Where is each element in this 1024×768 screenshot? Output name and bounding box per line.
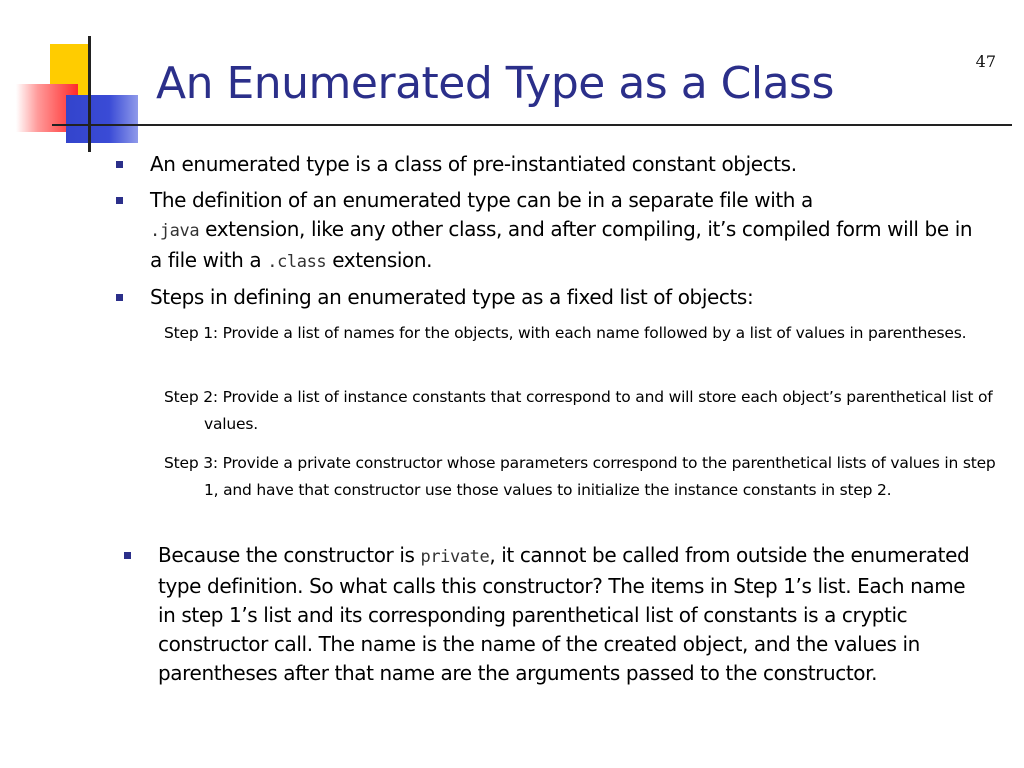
page-number: 47	[975, 52, 996, 71]
bullet-4-text-1: Because the constructor is	[158, 543, 421, 567]
bullet-4	[158, 541, 988, 688]
step-2: Step 2: Provide a list of instance constants that correspond to and will store each object’s parenthetical list of values.	[164, 388, 993, 433]
bullet-2-text-1: The definition of an enumerated type can be in a separate file with a	[150, 188, 813, 212]
bullet-marker	[116, 294, 123, 301]
bullet-marker	[116, 161, 123, 168]
slide-title: An Enumerated Type as a Class	[156, 58, 834, 109]
bullet-1	[150, 150, 980, 179]
step-1: Step 1: Provide a list of names for the objects, with each name followed by a list of values in parentheses.	[164, 324, 967, 342]
logo-blue-square	[66, 95, 138, 143]
bullet-3-text: Steps in defining an enumerated type as a fixed list of objects:	[150, 285, 754, 309]
step-3: Step 3: Provide a private constructor whose parameters correspond to the parenthetical lists of values in step 1, and have that constructor use those values to initialize the instance constants in step 2.	[164, 454, 996, 499]
bullet-marker	[116, 197, 123, 204]
bullet-2-text-2: extension, like any other class, and after compiling, it’s compiled form will be in a file with a	[150, 217, 973, 272]
bullet-3	[150, 283, 980, 312]
bullet-2-text-3: extension.	[326, 248, 433, 272]
bullet-marker	[124, 552, 131, 559]
logo-vertical-line	[88, 36, 91, 152]
bullet-2-code-class: .class	[267, 252, 327, 272]
bullet-4-text-2: , it cannot be called from outside the enumerated type definition. So what calls this constructor? The items in Step 1’s list. Each name in step 1’s list and its corresponding parenthetical list of constants is a cryptic constructor call. The name is the name of the created object, and the values in parentheses after that name are the arguments passed to the constructor.	[158, 543, 970, 685]
slide-logo-decoration	[0, 0, 150, 160]
bullet-2	[150, 186, 980, 277]
bullet-1-text: An enumerated type is a class of pre-instantiated constant objects.	[150, 152, 797, 176]
title-underline	[52, 124, 1012, 126]
bullet-2-code-java: .java	[150, 221, 200, 241]
bullet-4-code-private: private	[420, 547, 490, 567]
